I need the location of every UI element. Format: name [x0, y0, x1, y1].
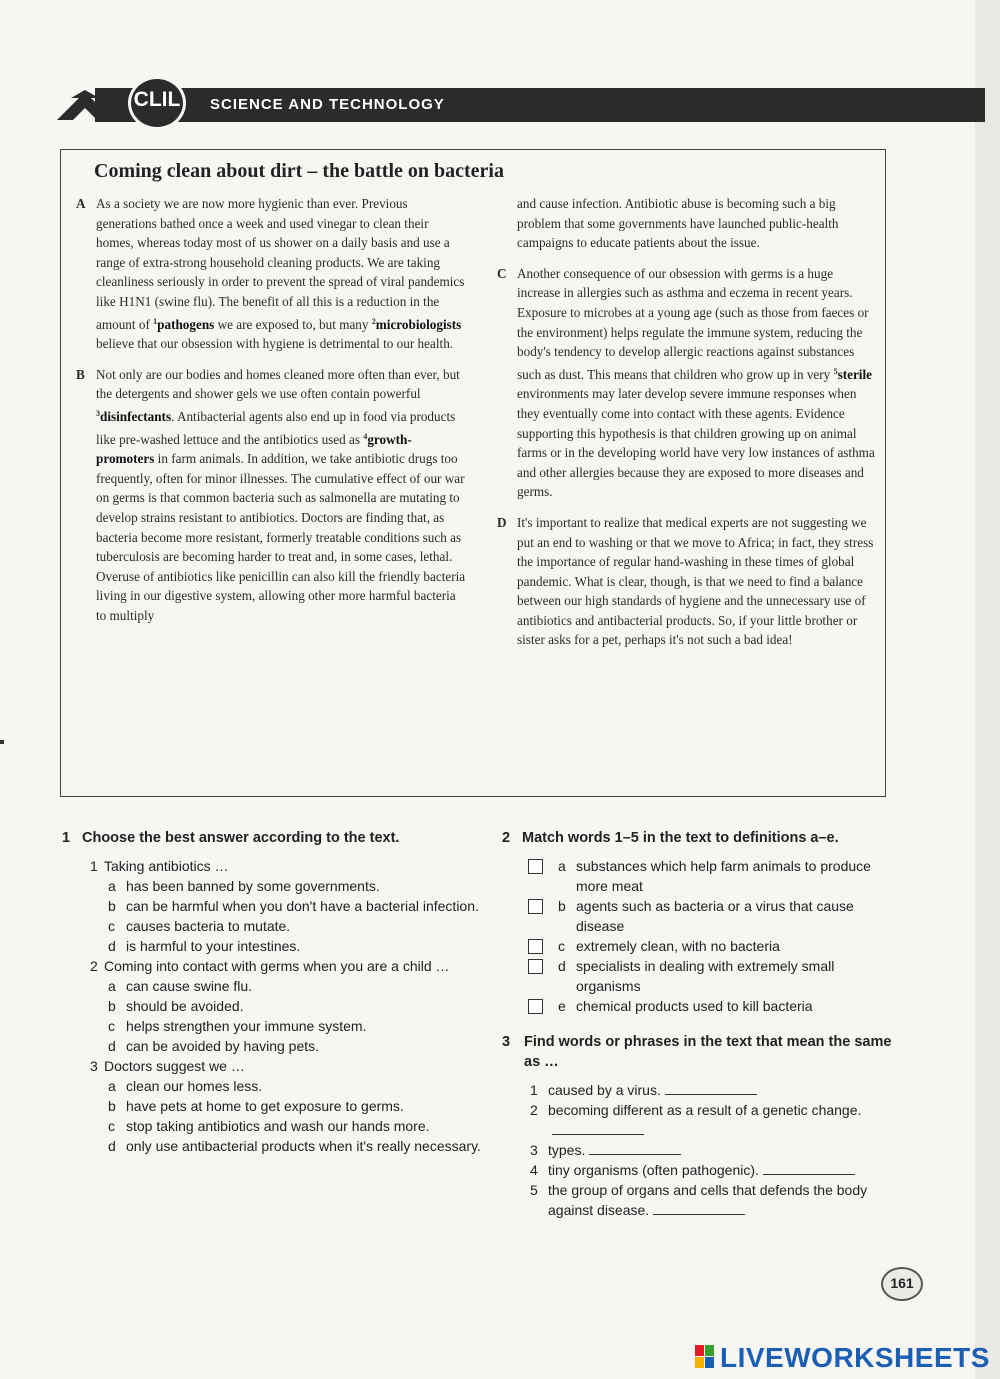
keyword-sterile: sterile	[837, 366, 872, 382]
definition-item	[502, 996, 902, 1016]
option-text: has been banned by some governments.	[126, 878, 380, 894]
keyword-disinfectants: disinfectants	[100, 408, 172, 424]
answer-option[interactable]	[62, 1016, 482, 1036]
answer-option[interactable]	[62, 896, 482, 916]
question-number: 1	[90, 858, 98, 874]
definition-letter: d	[558, 958, 566, 974]
liveworksheets-logo-icon	[695, 1345, 715, 1369]
paragraph-text: Another consequence of our obsession with germs is a huge increase in allergies such as asthma and eczema in recent years. Exposure to microbes at a young age (such as those from faeces or the environment) helps regulate the immune system, reducing the body's tendency to develop allergic reactions against substances such as dust. This means that children who grow up in very	[517, 265, 869, 382]
page-edge-shadow	[975, 0, 1000, 1379]
option-text: clean our homes less.	[126, 1078, 263, 1094]
exercise-3-items	[502, 1080, 902, 1220]
item-number: 2	[530, 1102, 538, 1118]
passage-column-right	[497, 194, 875, 661]
option-text: stop taking antibiotics and wash our hands more.	[126, 1118, 430, 1134]
question-text: Taking antibiotics …	[104, 858, 229, 874]
question-number: 2	[90, 958, 98, 974]
definition-text: substances which help farm animals to produce more meat	[576, 858, 871, 894]
question-number: 3	[90, 1058, 98, 1074]
answer-option[interactable]	[62, 1076, 482, 1096]
keyword-pathogens: pathogens	[157, 316, 215, 332]
answer-box[interactable]	[528, 899, 543, 914]
exercise-2	[502, 828, 902, 1016]
exercise-1	[62, 828, 482, 1156]
option-text: have pets at home to get exposure to germs.	[126, 1098, 404, 1114]
answer-blank[interactable]	[589, 1141, 681, 1155]
paragraph-c	[497, 264, 875, 502]
option-letter: b	[108, 898, 116, 914]
item-text: the group of organs and cells that defends the body against disease.	[548, 1182, 868, 1218]
keyword-number: 5	[833, 366, 838, 376]
option-text: is harmful to your intestines.	[126, 938, 301, 954]
option-letter: d	[108, 1038, 116, 1054]
definition-item	[502, 956, 902, 996]
answer-option[interactable]	[62, 876, 482, 896]
paragraph-letter: B	[76, 366, 85, 382]
keyword-number: 4	[363, 431, 368, 441]
paragraph-text: and cause infection. Antibiotic abuse is becoming such a big problem that some governments have launched public-health campaigns to educate patients about the issue.	[517, 196, 839, 251]
definition-text: specialists in dealing with extremely small organisms	[576, 958, 835, 994]
passage-column-left	[76, 194, 468, 636]
option-letter: a	[108, 878, 116, 894]
definition-item	[502, 856, 902, 896]
keyword-microbiologists: microbiologists	[375, 316, 462, 332]
keyword-growth-promoters: growth-promoters	[96, 431, 412, 467]
answer-option[interactable]	[62, 1036, 482, 1056]
option-text: can be avoided by having pets.	[126, 1038, 320, 1054]
liveworksheets-brand[interactable]: LIVEWORKSHEETS	[720, 1342, 990, 1373]
question-stem	[62, 856, 482, 876]
answer-box[interactable]	[528, 939, 543, 954]
definition-letter: b	[558, 898, 566, 914]
exercise-instruction: Match words 1–5 in the text to definitions a–e.	[522, 830, 839, 846]
exercise-heading	[502, 1032, 902, 1072]
answer-option[interactable]	[62, 976, 482, 996]
exercise-instruction: Find words or phrases in the text that mean the same as …	[524, 1034, 892, 1070]
paragraph-text: environments may later develop severe immune responses when they eventually come into contact with these agents. Evidence supporting this hypothesis is that children growing up on animal farms or in the developing world have very low instances of asthma and other allergies because they are exposed to more diseases and germs.	[517, 386, 875, 500]
question-text: Doctors suggest we …	[104, 1058, 245, 1074]
question-text: Coming into contact with germs when you are a child …	[104, 958, 450, 974]
item-number: 3	[530, 1142, 538, 1158]
find-word-item	[502, 1100, 902, 1140]
answer-option[interactable]	[62, 1096, 482, 1116]
passage-title: Coming clean about dirt – the battle on bacteria	[94, 160, 504, 182]
item-number: 5	[530, 1182, 538, 1198]
definition-text: chemical products used to kill bacteria	[576, 998, 813, 1014]
clil-logo-text: CLIL	[133, 88, 181, 111]
option-letter: c	[108, 918, 115, 934]
paragraph-b	[76, 365, 468, 626]
paragraph-b-continued	[497, 194, 875, 253]
paragraph-text: we are exposed to, but many	[214, 316, 372, 332]
paragraph-text: Not only are our bodies and homes cleaned more often than ever, but the detergents and shower gels we use often contain powerful	[96, 366, 460, 402]
question-stem	[62, 956, 482, 976]
answer-blank[interactable]	[763, 1161, 855, 1175]
answer-option[interactable]	[62, 1116, 482, 1136]
paragraph-a	[76, 194, 468, 354]
option-text: helps strengthen your immune system.	[126, 1018, 367, 1034]
exercise-heading	[502, 828, 902, 848]
definition-letter: e	[558, 998, 566, 1014]
exercise-3	[502, 1032, 902, 1220]
answer-option[interactable]	[62, 916, 482, 936]
find-word-item	[502, 1160, 902, 1180]
definition-text: extremely clean, with no bacteria	[576, 938, 780, 954]
answer-box[interactable]	[528, 859, 543, 874]
find-word-item	[502, 1080, 902, 1100]
definition-item	[502, 896, 902, 936]
paragraph-text: It's important to realize that medical experts are not suggesting we put an end to washing or that we move to Africa; in fact, they stress the importance of regular hand-washing in these times of global pandemic. What is clear, though, is that we need to find a balance between our high standards of hygiene and the unnecessary use of antibiotics and antibacterial products. So, if your little brother or sister asks for a pet, perhaps it's not such a bad idea!	[517, 514, 874, 648]
exercise-instruction: Choose the best answer according to the text.	[82, 830, 400, 846]
answer-blank[interactable]	[665, 1081, 757, 1095]
exercise-1-questions	[62, 856, 482, 1156]
answer-blank[interactable]	[653, 1201, 745, 1215]
find-word-item	[502, 1180, 902, 1220]
definition-item	[502, 936, 902, 956]
keyword-number: 2	[371, 316, 376, 326]
item-text: tiny organisms (often pathogenic).	[548, 1162, 759, 1178]
paragraph-text: As a society we are now more hygienic than ever. Previous generations bathed once a week and used vinegar to clean their homes, whereas today most of us shower on a daily basis and use a range of extra-strong household cleaning products. We are taking cleanliness seriously in order to prevent the spread of viral pandemics like H1N1 (swine flu). The benefit of all this is a reduction in the amount of	[96, 196, 465, 332]
exercise-number: 2	[502, 830, 511, 846]
item-text: types.	[548, 1142, 586, 1158]
option-text: should be avoided.	[126, 998, 244, 1014]
definition-text: agents such as bacteria or a virus that cause disease	[576, 898, 854, 934]
paragraph-text: believe that our obsession with hygiene is detrimental to our health.	[96, 336, 454, 352]
section-title: SCIENCE AND TECHNOLOGY	[210, 96, 445, 113]
paragraph-letter: A	[76, 196, 86, 211]
question-stem	[62, 1056, 482, 1076]
option-text: only use antibacterial products when it's really necessary.	[126, 1138, 481, 1154]
keyword-number: 3	[96, 408, 100, 418]
option-letter: c	[108, 1118, 115, 1134]
paragraph-letter: C	[497, 265, 507, 281]
keyword-number: 1	[153, 316, 158, 326]
item-text: caused by a virus.	[548, 1082, 661, 1098]
paragraph-text: . Antibacterial agents also end up in food via products like pre-washed lettuce and the antibiotics used as	[96, 408, 456, 447]
answer-option[interactable]	[62, 996, 482, 1016]
answer-blank[interactable]	[552, 1121, 644, 1135]
paragraph-text: in farm animals. In addition, we take antibiotic drugs too frequently, often for minor illnesses. The cumulative effect of our war on germs is that common bacteria such as salmonella are mutating to develop strains resistant to antibiotics. Doctors are finding that, as bacteria become more resistant, formerly treatable conditions such as tuberculosis are becoming harder to treat and, in some cases, lethal. Overuse of antibiotics like penicillin can also kill the friendly bacteria living in our digestive system, allowing other more harmful bacteria to multiply	[96, 451, 466, 623]
option-text: can cause swine flu.	[126, 978, 253, 994]
exercise-number: 1	[62, 830, 71, 846]
page-number: 161	[890, 1275, 914, 1291]
option-letter: a	[108, 978, 116, 994]
scan-mark	[0, 740, 4, 744]
item-number: 1	[530, 1082, 538, 1098]
answer-option[interactable]	[62, 936, 482, 956]
answer-box[interactable]	[528, 959, 543, 974]
answer-option[interactable]	[62, 1136, 482, 1156]
exercise-2-items	[502, 856, 902, 1016]
paragraph-d	[497, 513, 875, 650]
option-text: can be harmful when you don't have a bacterial infection.	[126, 898, 479, 914]
exercise-heading	[62, 828, 482, 848]
item-number: 4	[530, 1162, 538, 1178]
paragraph-letter: D	[497, 514, 507, 530]
option-letter: a	[108, 1078, 116, 1094]
option-text: causes bacteria to mutate.	[126, 918, 291, 934]
option-letter: d	[108, 1138, 116, 1154]
exercise-number: 3	[502, 1034, 511, 1050]
definition-letter: c	[558, 938, 565, 954]
answer-box[interactable]	[528, 999, 543, 1014]
option-letter: b	[108, 998, 116, 1014]
find-word-item	[502, 1140, 902, 1160]
definition-letter: a	[558, 858, 566, 874]
option-letter: d	[108, 938, 116, 954]
item-text: becoming different as a result of a genetic change.	[548, 1102, 862, 1118]
option-letter: c	[108, 1018, 115, 1034]
option-letter: b	[108, 1098, 116, 1114]
